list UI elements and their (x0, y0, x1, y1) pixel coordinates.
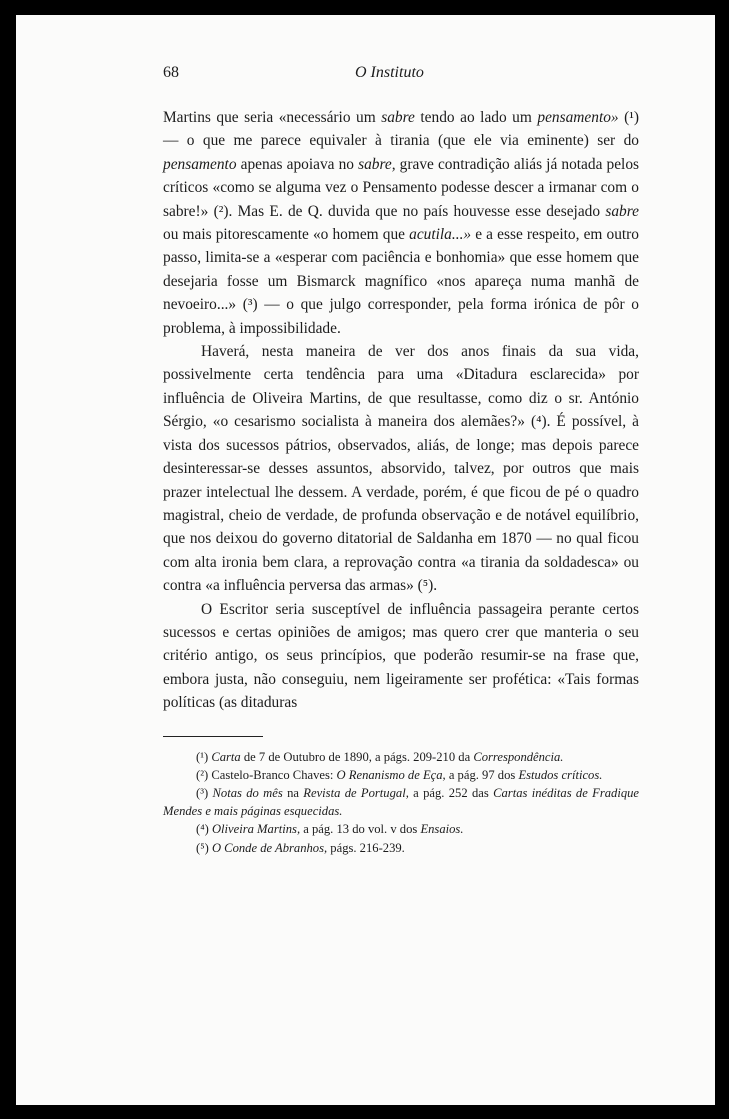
footnote-1: (¹) Carta de 7 de Outubro de 1890, a págs. 209-210 da Correspondência. (196, 749, 564, 764)
footnote-5: (⁵) O Conde de Abranhos, págs. 216-239. (196, 840, 405, 855)
footnote-2: (²) Castelo-Branco Chaves: O Renanismo de Eça, a pág. 97 dos Estudos críticos. (196, 767, 603, 782)
book-page (163, 64, 639, 857)
footnote-4: (⁴) Oliveira Martins, a pág. 13 do vol. v dos Ensaios. (196, 822, 464, 837)
paragraph-3: O Escritor seria susceptível de influência passageira perante certos sucessos e certas opiniões de amigos; mas quero crer que manteria o seu critério antigo, os seus princípios, que poderão resumir-se na frase que, embora justa, não conseguiu, nem ligeiramente ser profética: «Tais formas políticas (as ditaduras (163, 600, 639, 712)
running-title: O Instituto (355, 64, 424, 81)
page-number: 68 (163, 64, 179, 81)
running-head (163, 64, 639, 88)
footnote-rule (163, 736, 263, 737)
footnote-3: (³) Notas do mês na Revista de Portugal, a pág. 252 das Cartas inéditas de Fradique Mendes e mais páginas esquecidas. (163, 785, 640, 819)
paragraph-1: Martins que seria «necessário um sabre tendo ao lado um pensamento» (¹) — o que me parece equivaler à tirania (que ele via eminente) ser do pensamento apenas apoiava no sabre, grave contradição aliás já notada pelos críticos «como se alguma vez o Pensamento podesse descer a irmanar com o sabre!» (²). Mas E. de Q. duvida que no país houvesse esse desejado sabre ou mais pitorescamente «o homem que acutila...» e a esse respeito, em outro passo, limita-se a «esperar com paciência e bonhomia» que esse homem que desejaria fosse um Bismarck magnífico «nos apareça numa manhã de nevoeiro...» (³) — o que julgo corresponder, pela forma irónica de pôr o problema, à impossibilidade. (163, 109, 640, 337)
footnotes (163, 748, 639, 857)
paragraph-2: Haverá, nesta maneira de ver dos anos finais da sua vida, possivelmente certa tendência para uma «Ditadura esclarecida» por influência de Oliveira Martins, de que resultasse, como diz o sr. António Sérgio, «o cesarismo socialista à maneira dos alemães?» (⁴). É possível, à vista dos sucessos pátrios, observados, aliás, de longe; mas depois parece desinteressar-se desses assuntos, absorvido, talvez, por outros que mais prazer intelectual lhe dessem. A verdade, porém, é que ficou de pé o quadro magistral, cheio de verdade, de profunda observação e de notável equilíbrio, que nos deixou do governo ditatorial de Saldanha em 1870 — no qual ficou com alta ironia bem clara, a reprovação contra «a tirania da soldadesca» ou contra «a influência perversa das armas» (⁵). (163, 343, 639, 595)
body-text (163, 106, 639, 715)
